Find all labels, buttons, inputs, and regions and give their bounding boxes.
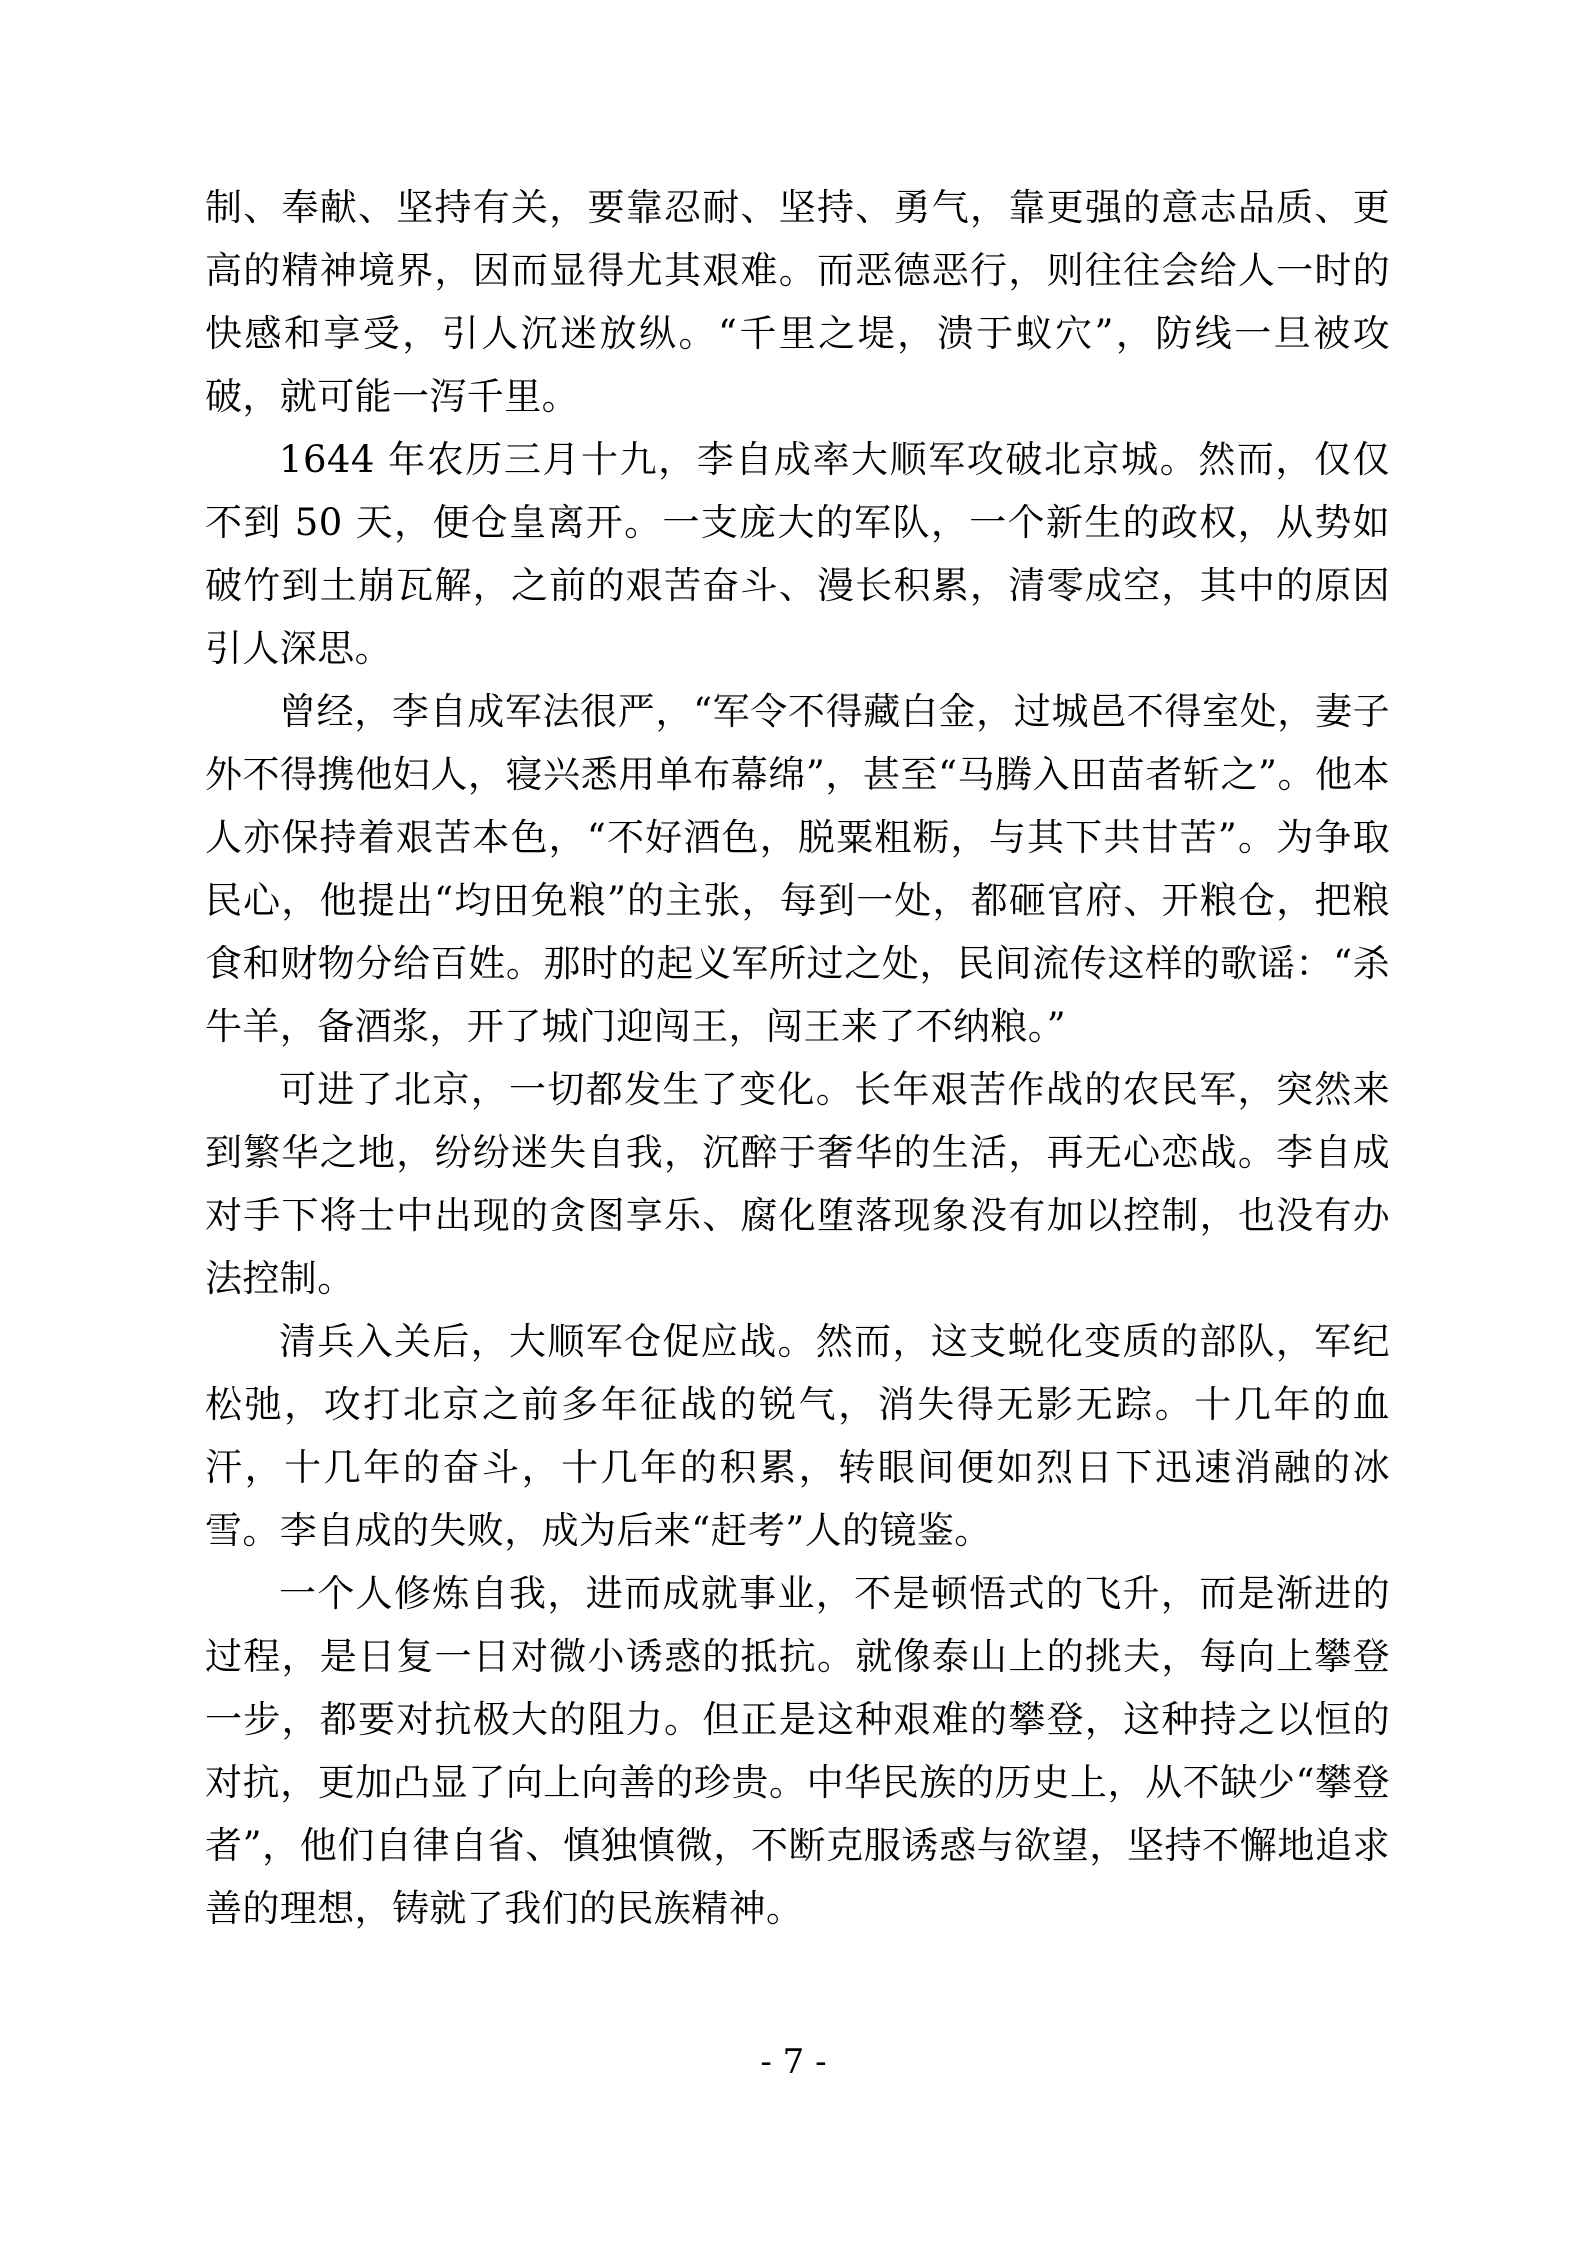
paragraph-5: 清兵入关后，大顺军仓促应战。然而，这支蜕化变质的部队，军纪松弛，攻打北京之前多年征战的锐气，消失得无影无踪。十几年的血汗，十几年的奋斗，十几年的积累，转眼间便如烈日下迅速消融的冰雪。李自成的失败，成为后来“赶考”人的镜鉴。 (205, 1320, 1390, 1552)
page-number: - 7 - (760, 2042, 827, 2082)
document-body (205, 176, 1390, 1940)
paragraph-2: 1644 年农历三月十九，李自成率大顺军攻破北京城。然而，仅仅不到 50 天，便仓皇离开。一支庞大的军队，一个新生的政权，从势如破竹到土崩瓦解，之前的艰苦奋斗、漫长积累，清零成空，其中的原因引人深思。 (205, 438, 1390, 670)
paragraph-3: 曾经，李自成军法很严，“军令不得藏白金，过城邑不得室处，妻子外不得携他妇人，寝兴悉用单布幕绵”，甚至“马腾入田苗者斩之”。他本人亦保持着艰苦本色，“不好酒色，脱粟粗粝，与其下共甘苦”。为争取民心，他提出“均田免粮”的主张，每到一处，都砸官府、开粮仓，把粮食和财物分给百姓。那时的起义军所过之处，民间流传这样的歌谣：“杀牛羊，备酒浆，开了城门迎闯王，闯王来了不纳粮。” (205, 690, 1390, 1048)
paragraph-6: 一个人修炼自我，进而成就事业，不是顿悟式的飞升，而是渐进的过程，是日复一日对微小诱惑的抵抗。就像泰山上的挑夫，每向上攀登一步，都要对抗极大的阻力。但正是这种艰难的攀登，这种持之以恒的对抗，更加凸显了向上向善的珍贵。中华民族的历史上，从不缺少“攀登者”，他们自律自省、慎独慎微，不断克服诱惑与欲望，坚持不懈地追求善的理想，铸就了我们的民族精神。 (205, 1572, 1390, 1930)
paragraph-1: 制、奉献、坚持有关，要靠忍耐、坚持、勇气，靠更强的意志品质、更高的精神境界，因而显得尤其艰难。而恶德恶行，则往往会给人一时的快感和享受，引人沉迷放纵。“千里之堤，溃于蚁穴”，防线一旦被攻破，就可能一泻千里。 (205, 186, 1390, 418)
paragraph-4: 可进了北京，一切都发生了变化。长年艰苦作战的农民军，突然来到繁华之地，纷纷迷失自我，沉醉于奢华的生活，再无心恋战。李自成对手下将士中出现的贪图享乐、腐化堕落现象没有加以控制，也没有办法控制。 (205, 1068, 1390, 1300)
